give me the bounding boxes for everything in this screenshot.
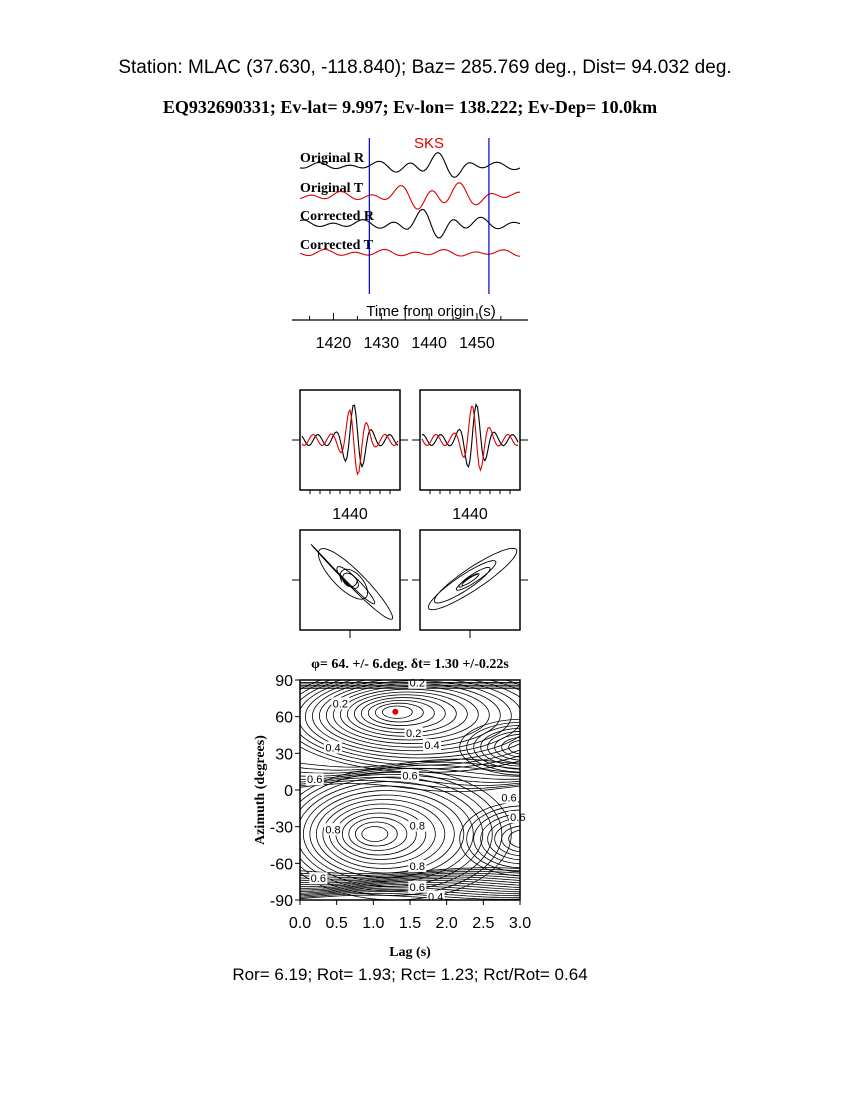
contour-label: 0.8 xyxy=(409,820,425,833)
azimuth-tick-label: 60 xyxy=(275,709,293,727)
event-header: EQ932690331; Ev-lat= 9.997; Ev-lon= 138.222; Ev-Dep= 10.0km xyxy=(162,97,658,117)
contour-label: 0.8 xyxy=(409,861,425,873)
lag-tick-label: 1.5 xyxy=(398,915,422,932)
window-tick-label-right: 1440 xyxy=(452,506,488,523)
lag-axis-label: Lag (s) xyxy=(389,945,431,960)
contour-line xyxy=(509,830,539,848)
contour-label: 0.6 xyxy=(307,774,323,787)
lag-tick-label: 1.0 xyxy=(362,915,385,932)
particle-motion-line xyxy=(428,548,516,609)
contour-label: 0.2 xyxy=(406,727,422,740)
azimuth-tick-label: 90 xyxy=(275,673,293,690)
azimuth-tick-label: 0 xyxy=(284,783,293,800)
contour-line xyxy=(488,731,560,763)
lag-tick-label: 2.5 xyxy=(472,915,495,932)
contour-line xyxy=(349,818,407,851)
contour-line xyxy=(342,813,416,855)
particle-box-corrected xyxy=(420,530,520,630)
window-markers xyxy=(369,138,489,294)
window-box-ticks xyxy=(292,440,528,494)
contour-line xyxy=(361,698,445,730)
trace-label: Original R xyxy=(300,151,365,166)
azimuth-tick-label: -60 xyxy=(269,856,293,874)
contour-label: 0.2 xyxy=(409,677,425,690)
contour-label: 0.6 xyxy=(310,873,326,886)
time-axis-label: Time from origin (s) xyxy=(366,303,496,320)
trace-label: Corrected R xyxy=(300,209,374,224)
contour-label: 0.4 xyxy=(325,742,341,755)
contour-label: 0.6 xyxy=(510,812,526,825)
contour-line xyxy=(509,740,539,754)
time-tick-label: 1450 xyxy=(459,335,495,352)
contour-line xyxy=(362,827,388,842)
windowed-waveform-panels xyxy=(292,390,528,523)
contour-line xyxy=(495,734,553,760)
lag-tick-label: 2.0 xyxy=(435,915,458,932)
contour-line xyxy=(474,725,574,769)
window-box-corrected xyxy=(420,390,520,490)
time-tick-label: 1440 xyxy=(411,335,447,352)
particle-motion-panels xyxy=(292,530,528,638)
time-tick-label: 1420 xyxy=(315,335,352,352)
particle-box-original xyxy=(300,530,400,630)
window-traces xyxy=(302,405,518,475)
contour-label: 0.8 xyxy=(325,824,341,837)
azimuth-tick-label: 30 xyxy=(275,746,293,764)
contour-lines xyxy=(277,664,587,901)
contour-line xyxy=(336,809,426,860)
lag-tick-label: 0.5 xyxy=(325,915,348,932)
particle-motion-traces xyxy=(311,544,517,619)
phase-label-sks: SKS xyxy=(414,135,445,152)
azimuth-tick-label: -30 xyxy=(269,819,293,837)
contour-label: 0.4 xyxy=(424,740,440,752)
azimuth-axis-label: Azimuth (degrees) xyxy=(253,735,268,845)
lag-tick-label: 3.0 xyxy=(508,915,532,932)
seismogram-panel xyxy=(292,135,528,352)
contour-label: 0.4 xyxy=(428,891,444,904)
azimuth-tick-label: -90 xyxy=(269,893,293,910)
ratio-summary: Ror= 6.19; Rot= 1.93; Rct= 1.23; Rct/Rot= 0.64 xyxy=(232,965,588,984)
contour-label: 0.6 xyxy=(402,770,418,783)
lag-tick-label: 0.0 xyxy=(288,915,312,932)
contour-label: 0.2 xyxy=(332,698,348,711)
misfit-title: φ= 64. +/- 6.deg. δt= 1.30 +/-0.22s xyxy=(311,657,509,672)
contour-line xyxy=(488,818,560,860)
trace-label: Original T xyxy=(300,181,364,196)
time-tick-label: 1430 xyxy=(363,335,400,352)
trace-labels xyxy=(300,151,375,253)
contour-line xyxy=(495,822,553,856)
window-tick-label-left: 1440 xyxy=(332,506,368,523)
contour-line xyxy=(481,728,567,766)
trace-label: Corrected T xyxy=(300,238,373,253)
misfit-contour-panel xyxy=(253,657,588,960)
station-header: Station: MLAC (37.630, -118.840); Baz= 285.769 deg., Dist= 94.032 deg. xyxy=(118,57,732,78)
best-fit-marker xyxy=(392,709,398,715)
window-trace-line xyxy=(302,405,398,467)
particle-motion-line xyxy=(311,544,393,619)
contour-label: 0.6 xyxy=(409,881,425,894)
contour-label: 0.6 xyxy=(501,792,517,805)
